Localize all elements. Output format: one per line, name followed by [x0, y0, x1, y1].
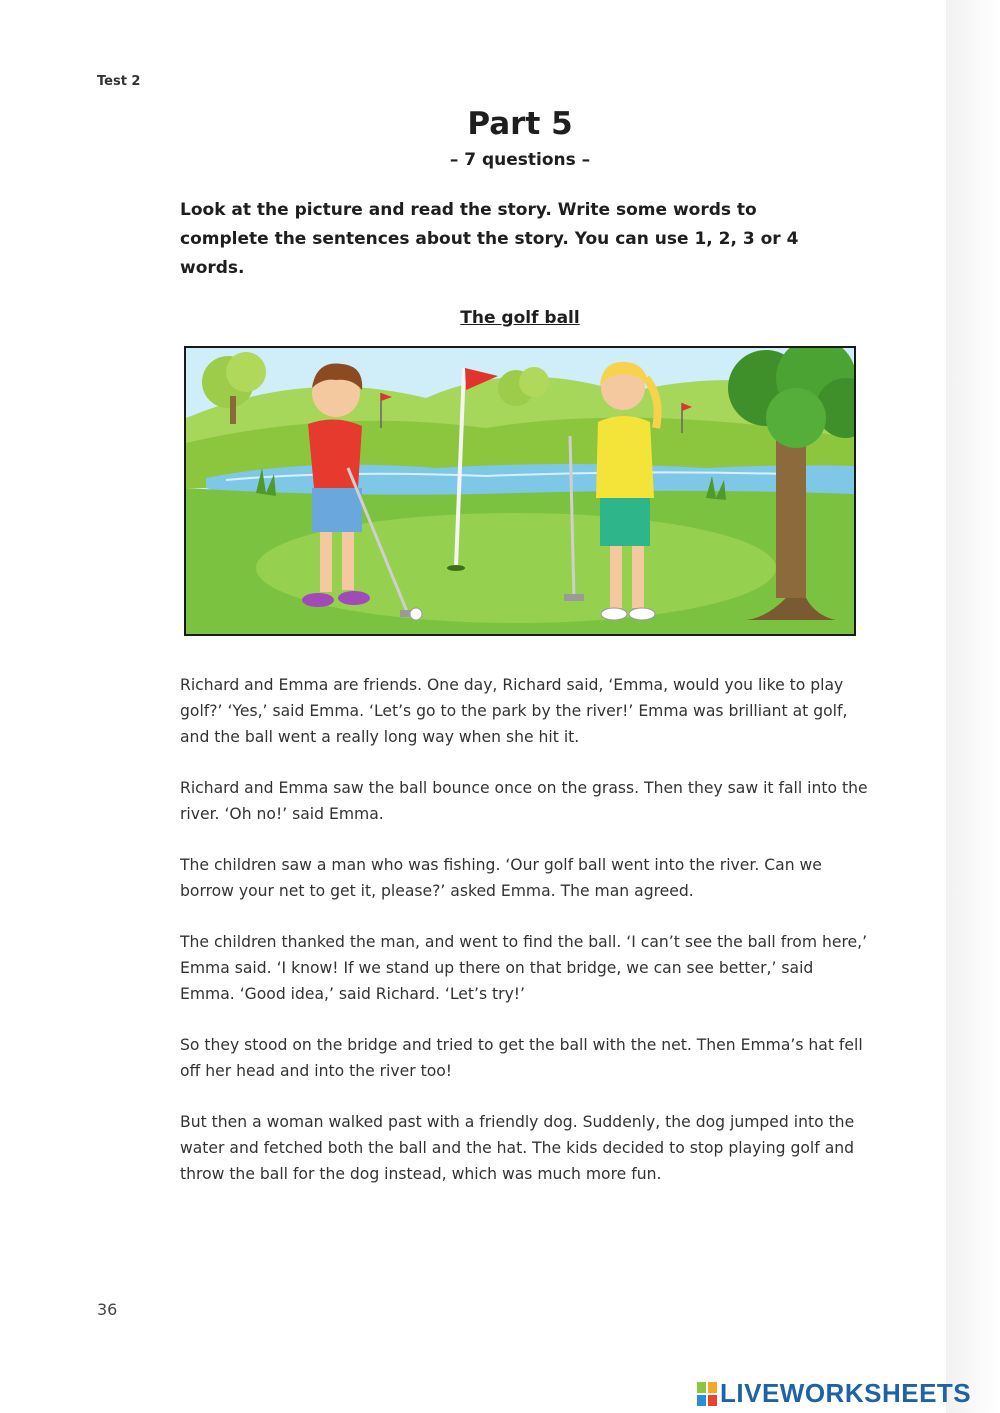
part-title: Part 5: [467, 106, 573, 142]
story-paragraph-4: The children thanked the man, and went to find the ball. ‘I can’t see the ball from here,’ Emma said. ‘I know! If we stand up there on that bridge, we can see better,’ said Emma. ‘Good idea,’ said Richard. ‘Let’s try!’: [180, 933, 868, 1003]
liveworksheets-brand[interactable]: [697, 1378, 971, 1409]
story-paragraph-1: Richard and Emma are friends. One day, Richard said, ‘Emma, would you like to play golf?’ ‘Yes,’ said Emma. ‘Let’s go to the park by the river!’ Emma was brilliant at golf, and the ball went a really long way when she hit it.: [180, 676, 848, 746]
liveworksheets-logo-icon: [697, 1382, 717, 1406]
page-number: 36: [97, 1300, 118, 1319]
golf-scene-illustration: [184, 346, 856, 636]
part-subtitle: – 7 questions –: [449, 150, 591, 170]
story-paragraph-6: But then a woman walked past with a friendly dog. Suddenly, the dog jumped into the water and fetched both the ball and the hat. The kids decided to stop playing golf and throw the ball for the dog instead, which was much more fun.: [180, 1113, 855, 1183]
brand-wordmark: LIVEWORKSHEETS: [720, 1378, 972, 1408]
page-edge-shadow: [946, 0, 1000, 1413]
story-paragraph-3: The children saw a man who was fishing. ‘Our golf ball went into the river. Can we borrow your net to get it, please?’ asked Emma. The man agreed.: [180, 856, 822, 900]
golf-scene-svg: [186, 348, 854, 634]
story-text: [180, 672, 870, 1212]
instructions: Look at the picture and read the story. Write some words to complete the sentences about the story. You can use 1, 2, 3 or 4 words.: [180, 200, 799, 278]
story-title: The golf ball: [460, 308, 580, 328]
story-paragraph-2: Richard and Emma saw the ball bounce once on the grass. Then they saw it fall into the river. ‘Oh no!’ said Emma.: [180, 779, 868, 823]
running-head: Test 2: [97, 74, 141, 89]
story-paragraph-5: So they stood on the bridge and tried to get the ball with the net. Then Emma’s hat fell off her head and into the river too!: [180, 1036, 863, 1080]
